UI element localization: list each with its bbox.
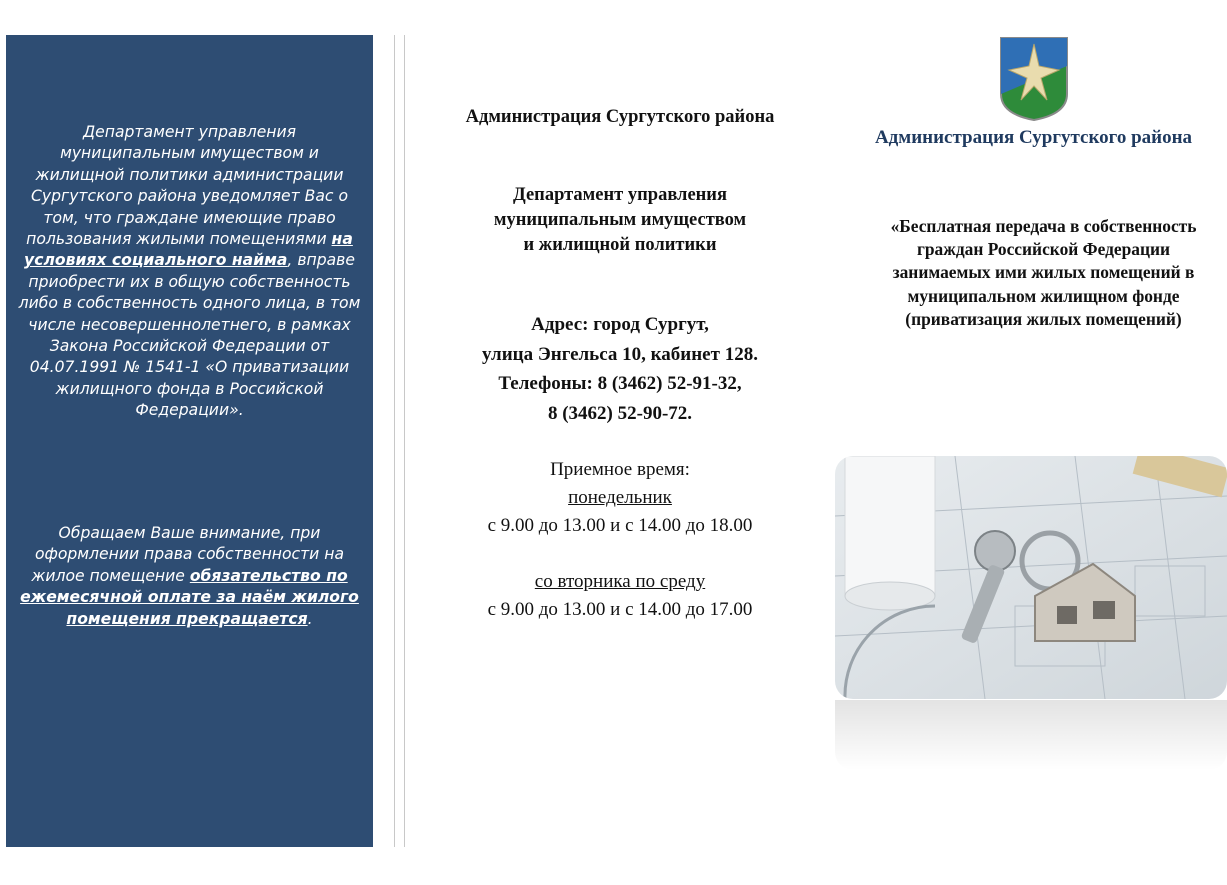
title-line: граждан Российской Федерации — [916, 239, 1171, 260]
spacer — [430, 540, 810, 568]
address-line: Адрес: город Сургут, — [531, 314, 709, 335]
left-info-panel — [6, 35, 373, 847]
department-line: Департамент управления — [513, 185, 727, 205]
hours-time-monday: с 9.00 до 13.00 и с 14.00 до 18.00 — [487, 515, 753, 536]
department-name — [430, 183, 810, 258]
right-admin-title: Администрация Сургутского района — [874, 127, 1193, 148]
title-line: занимаемых ими жилых помещений в — [892, 262, 1195, 283]
hours-day-monday: понедельник — [568, 487, 672, 508]
hours-time-tue-wed: с 9.00 до 13.00 и с 14.00 до 17.00 — [487, 599, 753, 620]
title-line: муниципальном жилищном фонде — [907, 285, 1180, 306]
address-line: улица Энгельса 10, кабинет 128. — [482, 343, 758, 365]
info-paragraph-notice — [18, 523, 361, 630]
house-keys-on-blueprint-image — [835, 456, 1227, 699]
notice-text: Обращаем Ваше внимание, при оформлении права собственности на жилое помещение — [31, 524, 344, 585]
phone-line: 8 (3462) 52-90-72. — [547, 402, 693, 424]
coat-of-arms-icon — [999, 36, 1069, 122]
brochure-title — [860, 215, 1227, 331]
info-text: Департамент управления муниципальным имуществом и жилищной политики администрации Сургутского района уведомляет Вас о том, что граждане имеющие право пользования жилыми помещениями — [26, 123, 348, 249]
hours-heading: Приемное время: — [550, 459, 690, 480]
phone-line: Телефоны: 8 (3462) 52-91-32, — [498, 373, 742, 394]
info-paragraph-privatization — [18, 122, 361, 422]
reception-hours — [430, 456, 810, 624]
title-line: «Бесплатная передача в собственность — [890, 216, 1197, 236]
department-line: муниципальным имуществом — [493, 210, 747, 230]
contact-address — [430, 310, 810, 428]
middle-admin-title: Администрация Сургутского района — [465, 107, 775, 127]
fold-divider — [404, 35, 405, 847]
info-emphasis-social-rent: на условиях социального найма — [24, 230, 353, 270]
department-line: и жилищной политики — [523, 235, 717, 255]
hours-day-tue-wed: со вторника по среду — [534, 571, 706, 592]
fold-divider — [394, 35, 395, 847]
notice-text-end: . — [307, 609, 313, 628]
title-line: (приватизация жилых помещений) — [905, 308, 1182, 329]
info-text-continued: , вправе приобрести их в общую собственность либо в собственность одного лица, в том числе несовершеннолетнего, в рамках Закона Российской Федерации от 04.07.1991 № 1541-1 «О приватизации жилищного фонда в Российской Федерации». — [18, 251, 361, 420]
photo-reflection — [835, 700, 1227, 770]
notice-emphasis-obligation: обязательство по ежемесячной оплате за наём жилого помещения прекращается — [20, 566, 359, 628]
